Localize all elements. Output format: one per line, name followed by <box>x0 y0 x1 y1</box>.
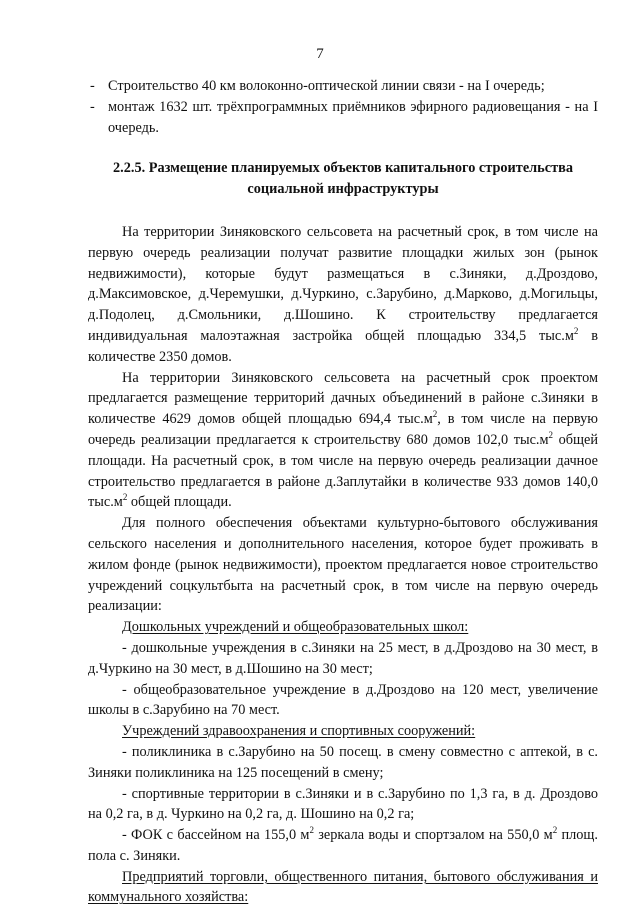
paragraph-list <box>88 222 598 908</box>
paragraph: На территории Зиняковского сельсовета на расчетный срок, в том числе на первую очередь реализации получат развитие площадки жилых зон (рынок недвижимости), которые будут размещаться в с.Зиняки, д.Дроздово, д.Максимовское, д.Черемушки, д.Чуркино, с.Зарубино, д.Марково, д.Могильцы, д.Подолец, д.Смольники, д.Шошино. К строительству предлагается индивидуальная малоэтажная застройка общей площадью 334,5 $тыс.м^2$ в количестве 2350 домов. <box>88 223 598 365</box>
paragraph: - спортивные территории в с.Зиняки и в с.Зарубино по 1,3 га, в д. Дроздово на 0,2 га, в д. Чуркино на 0,2 га, д. Шошино на 0,2 га; <box>88 785 598 823</box>
page-body <box>88 76 598 908</box>
bullet-list <box>88 76 598 138</box>
subsection-heading: Дошкольных учреждений и общеобразовательных школ: <box>122 619 469 636</box>
paragraph: - дошкольные учреждения в с.Зиняки на 25 мест, в д.Дроздово на 30 мест, в д.Чуркино на 30 мест, в д.Шошино на 30 мест; <box>88 639 598 677</box>
bullet-text: монтаж 1632 шт. трёхпрограммных приёмников эфирного радиовещания - на I очередь. <box>108 98 598 136</box>
section-heading: 2.2.5. Размещение планируемых объектов капитального строительства социальной инфраструктуры <box>113 160 573 198</box>
subsection-heading: Предприятий торговли, общественного питания, бытового обслуживания и коммунального хозяйства: <box>88 868 598 906</box>
bullet-text: Строительство 40 км волоконно-оптической линии связи - на I очередь; <box>108 78 545 94</box>
bullet-item <box>88 76 598 97</box>
bullet-item <box>88 97 598 139</box>
paragraph: На территории Зиняковского сельсовета на расчетный срок проектом предлагается размещение территорий дачных объединений в районе с.Зиняки в количестве 4629 домов общей площадью 694,4 $тыс.м^2$, в том числе на первую очередь реализации предлагается к строительству 680 домов 102,0 $тыс.м^2$ общей площади. На расчетный срок, в том числе на первую очередь реализации дачное строительство предлагается в районе д.Заплутайки в количестве 933 домов 140,0 $тыс.м^2$ общей площади. <box>88 369 598 511</box>
subsection-heading: Учреждений здравоохранения и спортивных сооружений: <box>122 723 476 740</box>
page-number: 7 <box>316 46 324 62</box>
bullet-marker: - <box>90 78 95 94</box>
paragraph: - поликлиника в с.Зарубино на 50 посещ. в смену совместно с аптекой, в с. Зиняки поликлиника на 125 посещений в смену; <box>88 743 598 781</box>
paragraph: Для полного обеспечения объектами культурно-бытового обслуживания сельского населения и дополнительного населения, которое будет проживать в жилом фонде (рынок недвижимости), проектом предлагается новое строительство учреждений соцкультбыта на расчетный срок, в том числе на первую очередь реализации: <box>88 515 598 615</box>
paragraph: - ФОК с бассейном на 155,0 $м^2$ зеркала воды и спортзалом на 550,0 $м^2$ площ. пола с. Зиняки. <box>88 825 598 864</box>
bullet-marker: - <box>90 98 95 115</box>
paragraph: - общеобразовательное учреждение в д.Дроздово на 120 мест, увеличение школы в с.Зарубино на 70 мест. <box>88 681 598 719</box>
